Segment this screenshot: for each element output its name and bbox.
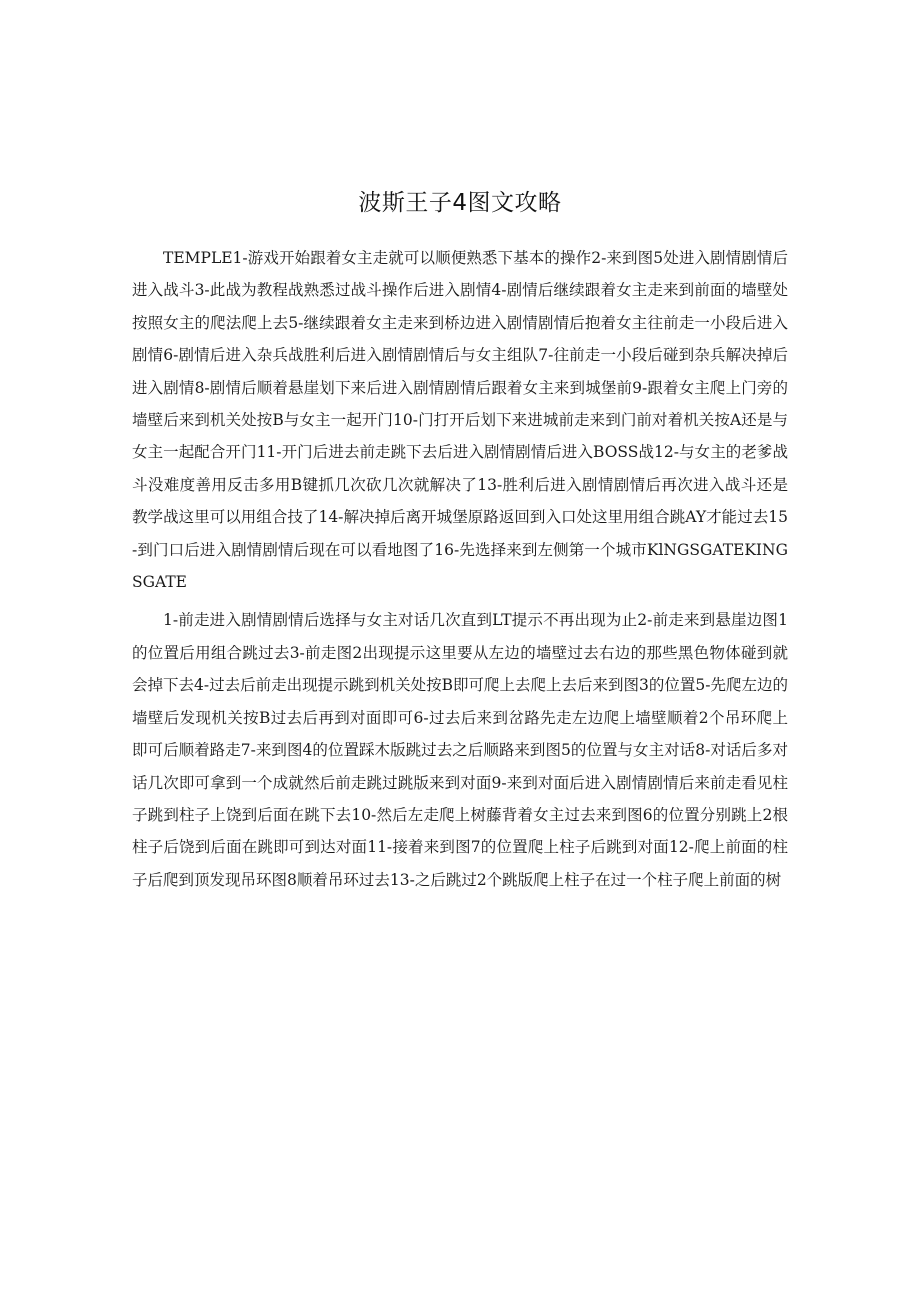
document-title: 波斯王子4图文攻略 — [358, 190, 562, 216]
paragraph-temple: TEMPLE1-游戏开始跟着女主走就可以顺便熟悉下基本的操作2-来到图5处进入剧情剧情后进入战斗3-此战为教程战熟悉过战斗操作后进入剧情4-剧情后继续跟着女主走来到前面的墙壁处按照女主的爬法爬上去5-继续跟着女主走来到桥边进入剧情剧情后抱着女主往前走一小段后进入剧情6-剧情后进入杂兵战胜利后进入剧情剧情后与女主组队7-往前走一小段后碰到杂兵解决掉后进入剧情8-剧情后顺着悬崖划下来后进入剧情剧情后跟着女主来到城堡前9-跟着女主爬上门旁的墙壁后来到机关处按B与女主一起开门10-门打开后划下来进城前走来到门前对着机关按A还是与女主一起配合开门11-开门后进去前走跳下去后进入剧情剧情后进入BOSS战12-与女主的老爹战斗没难度善用反击多用B键抓几次砍几次就解决了13-胜利后进入剧情剧情后再次进入战斗还是教学战这里可以用组合技了14-解决掉后离开城堡原路返回到入口处这里用组合跳AY才能过去15-到门口后进入剧情剧情后现在可以看地图了16-先选择来到左侧第一个城市KlNGSGATEKINGSGATE — [132, 249, 788, 592]
document-body — [132, 242, 788, 896]
paragraph-kingsgate: 1-前走进入剧情剧情后选择与女主对话几次直到LT提示不再出现为止2-前走来到悬崖边图1的位置后用组合跳过去3-前走图2出现提示这里要从左边的墙壁过去右边的那些黑色物体碰到就会掉下去4-过去后前走出现提示跳到机关处按B即可爬上去爬上去后来到图3的位置5-先爬左边的墙壁后发现机关按B过去后再到对面即可6-过去后来到岔路先走左边爬上墙壁顺着2个吊环爬上即可后顺着路走7-来到图4的位置踩木版跳过去之后顺路来到图5的位置与女主对话8-对话后多对话几次即可拿到一个成就然后前走跳过跳版来到对面9-来到对面后进入剧情剧情后来前走看见柱子跳到柱子上饶到后面在跳下去10-然后左走爬上树藤背着女主过去来到图6的位置分别跳上2根柱子后饶到后面在跳即可到达对面11-接着来到图7的位置爬上柱子后跳到对面12-爬上前面的柱子后爬到顶发现吊环图8顺着吊环过去13-之后跳过2个跳版爬上柱子在过一个柱子爬上前面的树 — [132, 611, 788, 889]
